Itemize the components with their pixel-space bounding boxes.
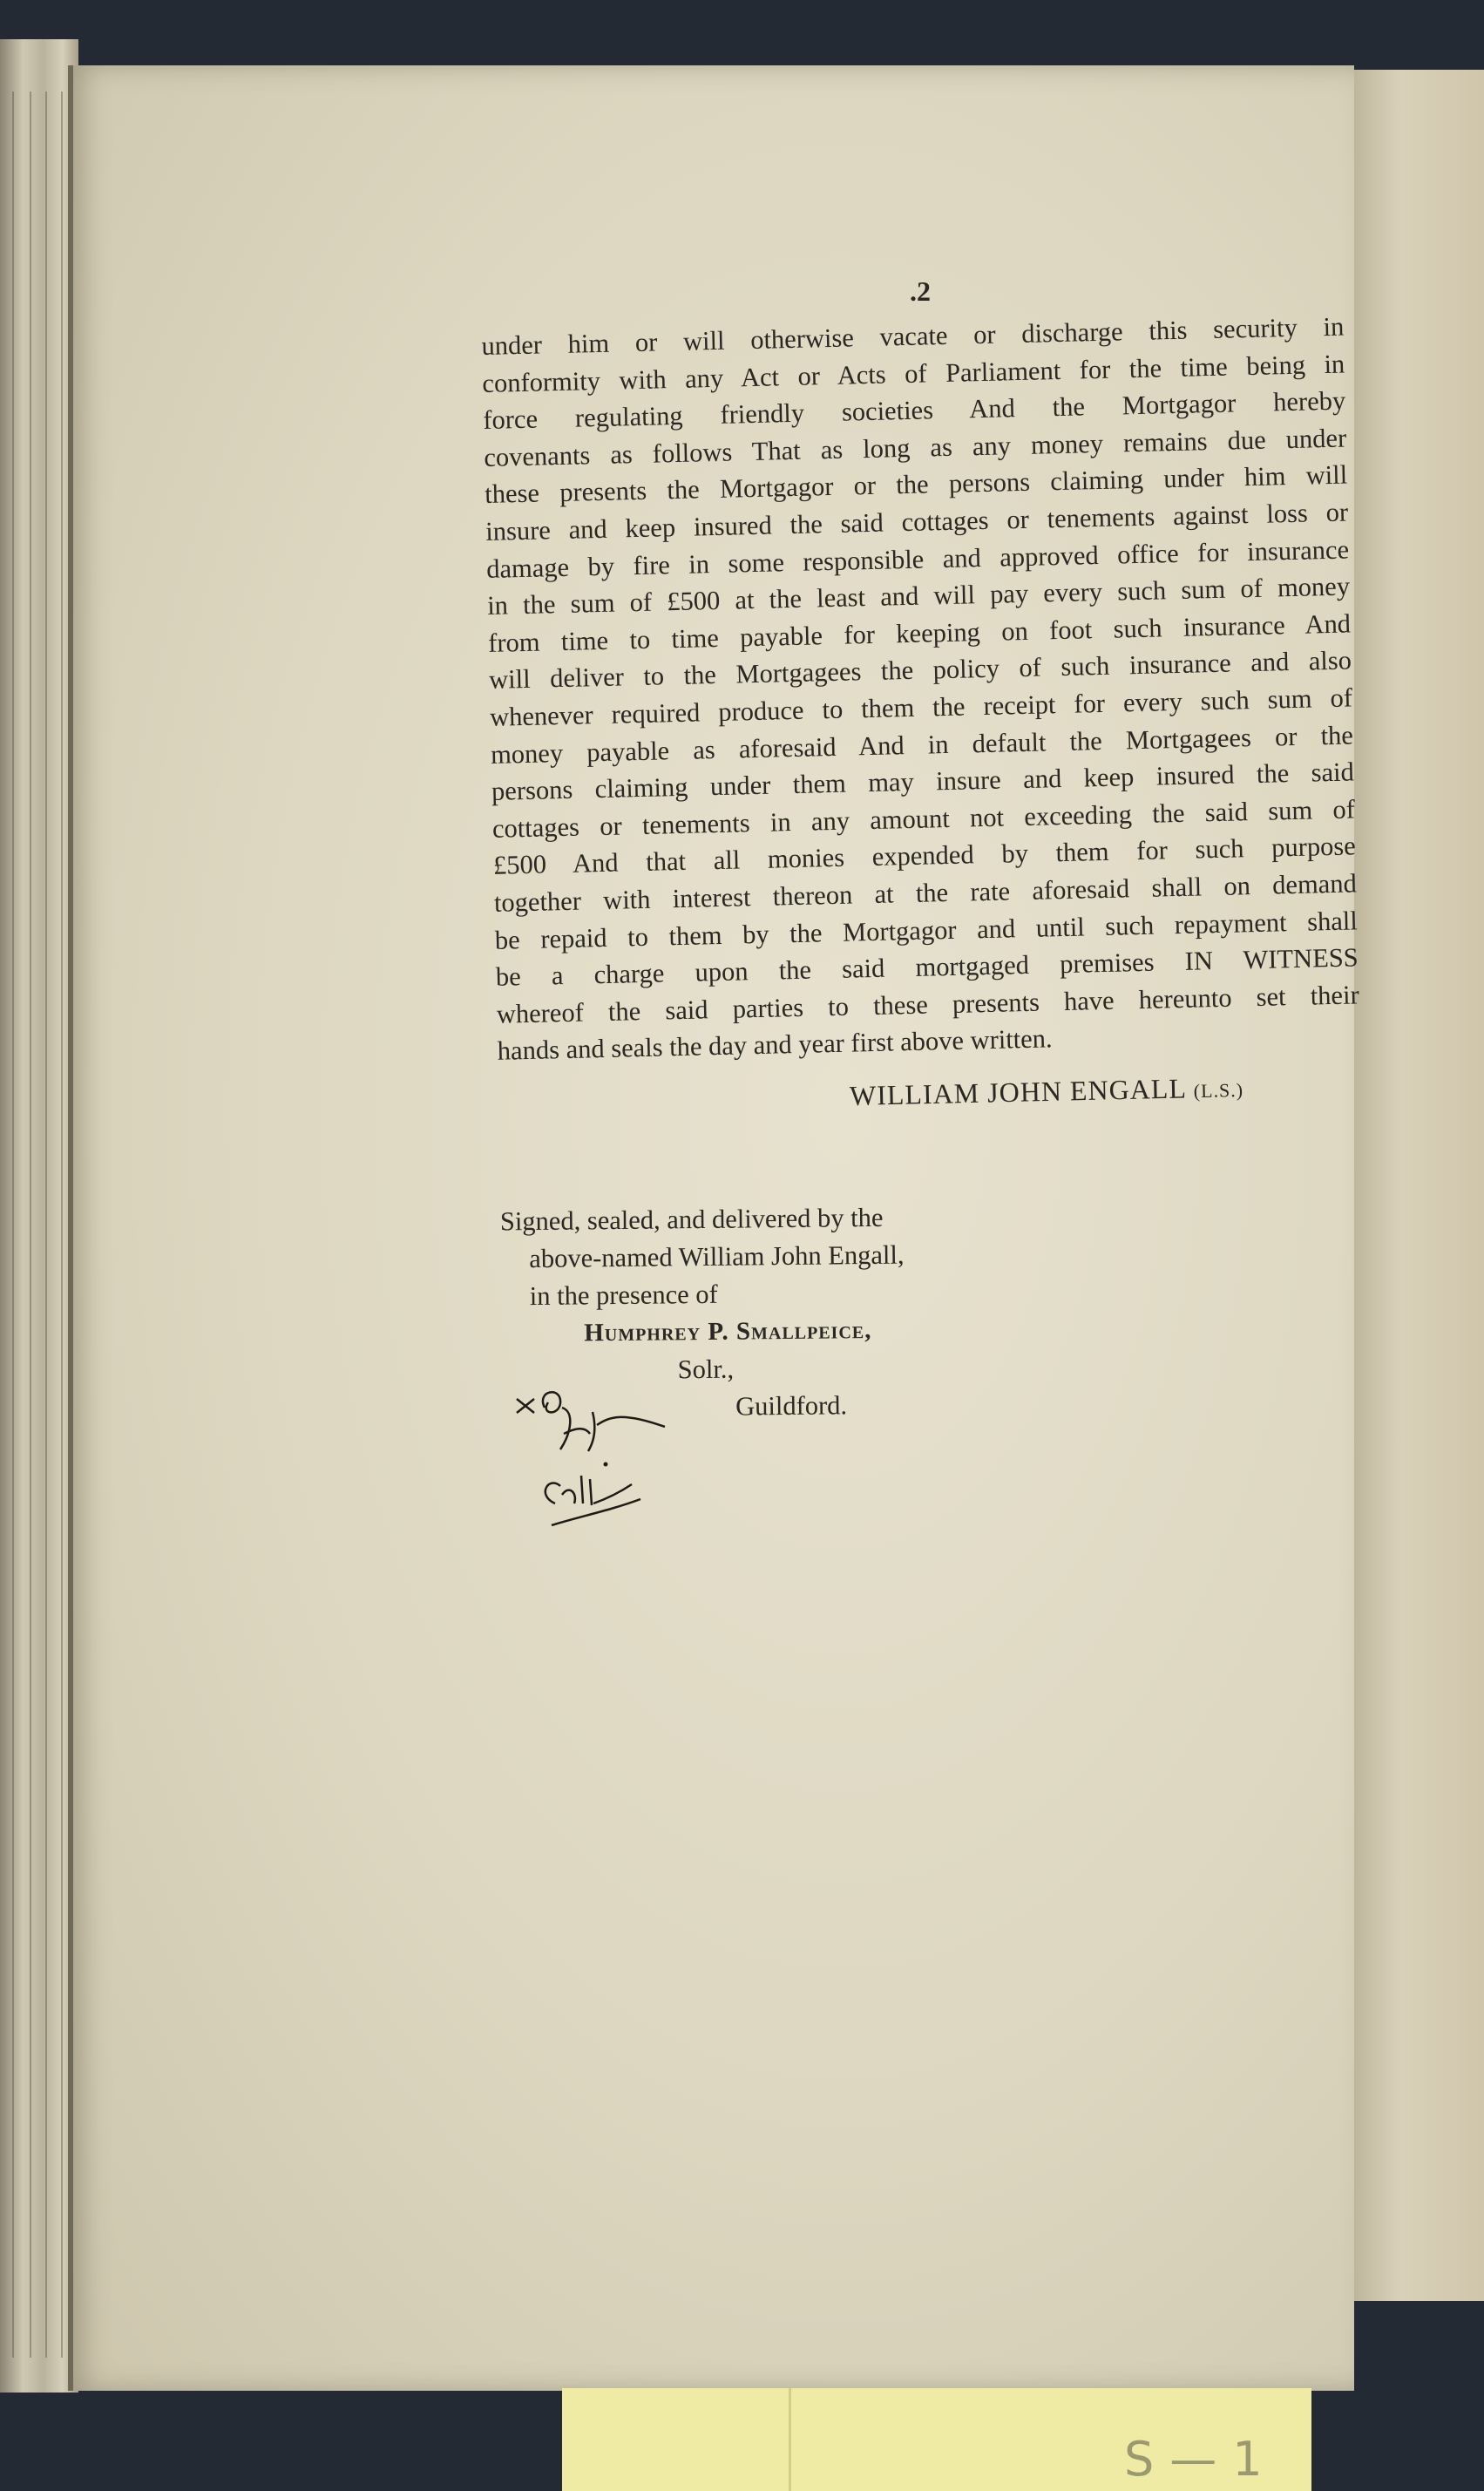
page-stack — [0, 39, 78, 2393]
attestation-line: above-named William John Engall, — [529, 1239, 905, 1274]
text-line: under him or will otherwise vacate or discharge this security in — [481, 311, 1345, 361]
text-line: £500 And that all monies expended by them for such purpose — [492, 831, 1357, 881]
text-line: covenants as follows That as long as any money remains due under — [483, 423, 1347, 472]
attestation-line: in the presence of — [529, 1279, 718, 1312]
text-line: together with interest thereon at the rate aforesaid shall on demand — [493, 868, 1358, 918]
text-line: hands and seals the day and year first above written. — [497, 1023, 1053, 1067]
text-line: in the sum of £500 at the least and will pay every such sum of money — [486, 571, 1351, 621]
text-line: whereof the said parties to these presents have hereunto set their — [496, 980, 1360, 1029]
text-line: conformity with any Act or Acts of Parliament for the time being in — [482, 349, 1345, 398]
page-number: .2 — [910, 275, 931, 307]
text-line: from time to time payable for keeping on foot such insurance And — [487, 608, 1352, 658]
underlying-page — [1342, 70, 1484, 2301]
text-line: insure and keep insured the said cottages or tenements against loss or — [485, 497, 1349, 546]
text-line: whenever required produce to them the receipt for every such sum of — [489, 682, 1353, 732]
witness-title: Solr., — [677, 1354, 735, 1385]
text-line: force regulating friendly societies And the Mortgagor hereby — [483, 385, 1346, 436]
text-line: damage by fire in some responsible and approved office for insurance — [485, 534, 1350, 584]
body-text — [481, 309, 1360, 1070]
handwritten-initials — [510, 1381, 684, 1556]
text-line: persons claiming under them may insure and keep insured the said — [491, 757, 1355, 806]
text-line: these presents the Mortgagor or the persons claiming under him will — [484, 459, 1348, 510]
witness-name: Humphrey P. Smallpeice, — [584, 1315, 872, 1347]
page-edge — [68, 65, 73, 2391]
text-line: money payable as aforesaid And in default the Mortgagees or the — [490, 719, 1354, 770]
signatory-name: WILLIAM JOHN ENGALL — [849, 1072, 1187, 1112]
attestation-line: Signed, sealed, and delivered by the — [499, 1202, 884, 1237]
text-line: cottages or tenements in any amount not exceeding the said sum of — [491, 794, 1356, 844]
witness-place: Guildford. — [735, 1390, 848, 1422]
tab-seam — [789, 2388, 791, 2491]
text-line: be repaid to them by the Mortgagor and until such repayment shall — [494, 905, 1359, 955]
text-line: will deliver to the Mortgagees the policy of such insurance and also — [488, 645, 1352, 696]
text-line: be a charge upon the said mortgaged premises IN WITNESS — [495, 942, 1359, 992]
tab-mark: S—1 — [1124, 2432, 1278, 2487]
seal-mark: (L.S.) — [1193, 1078, 1244, 1103]
